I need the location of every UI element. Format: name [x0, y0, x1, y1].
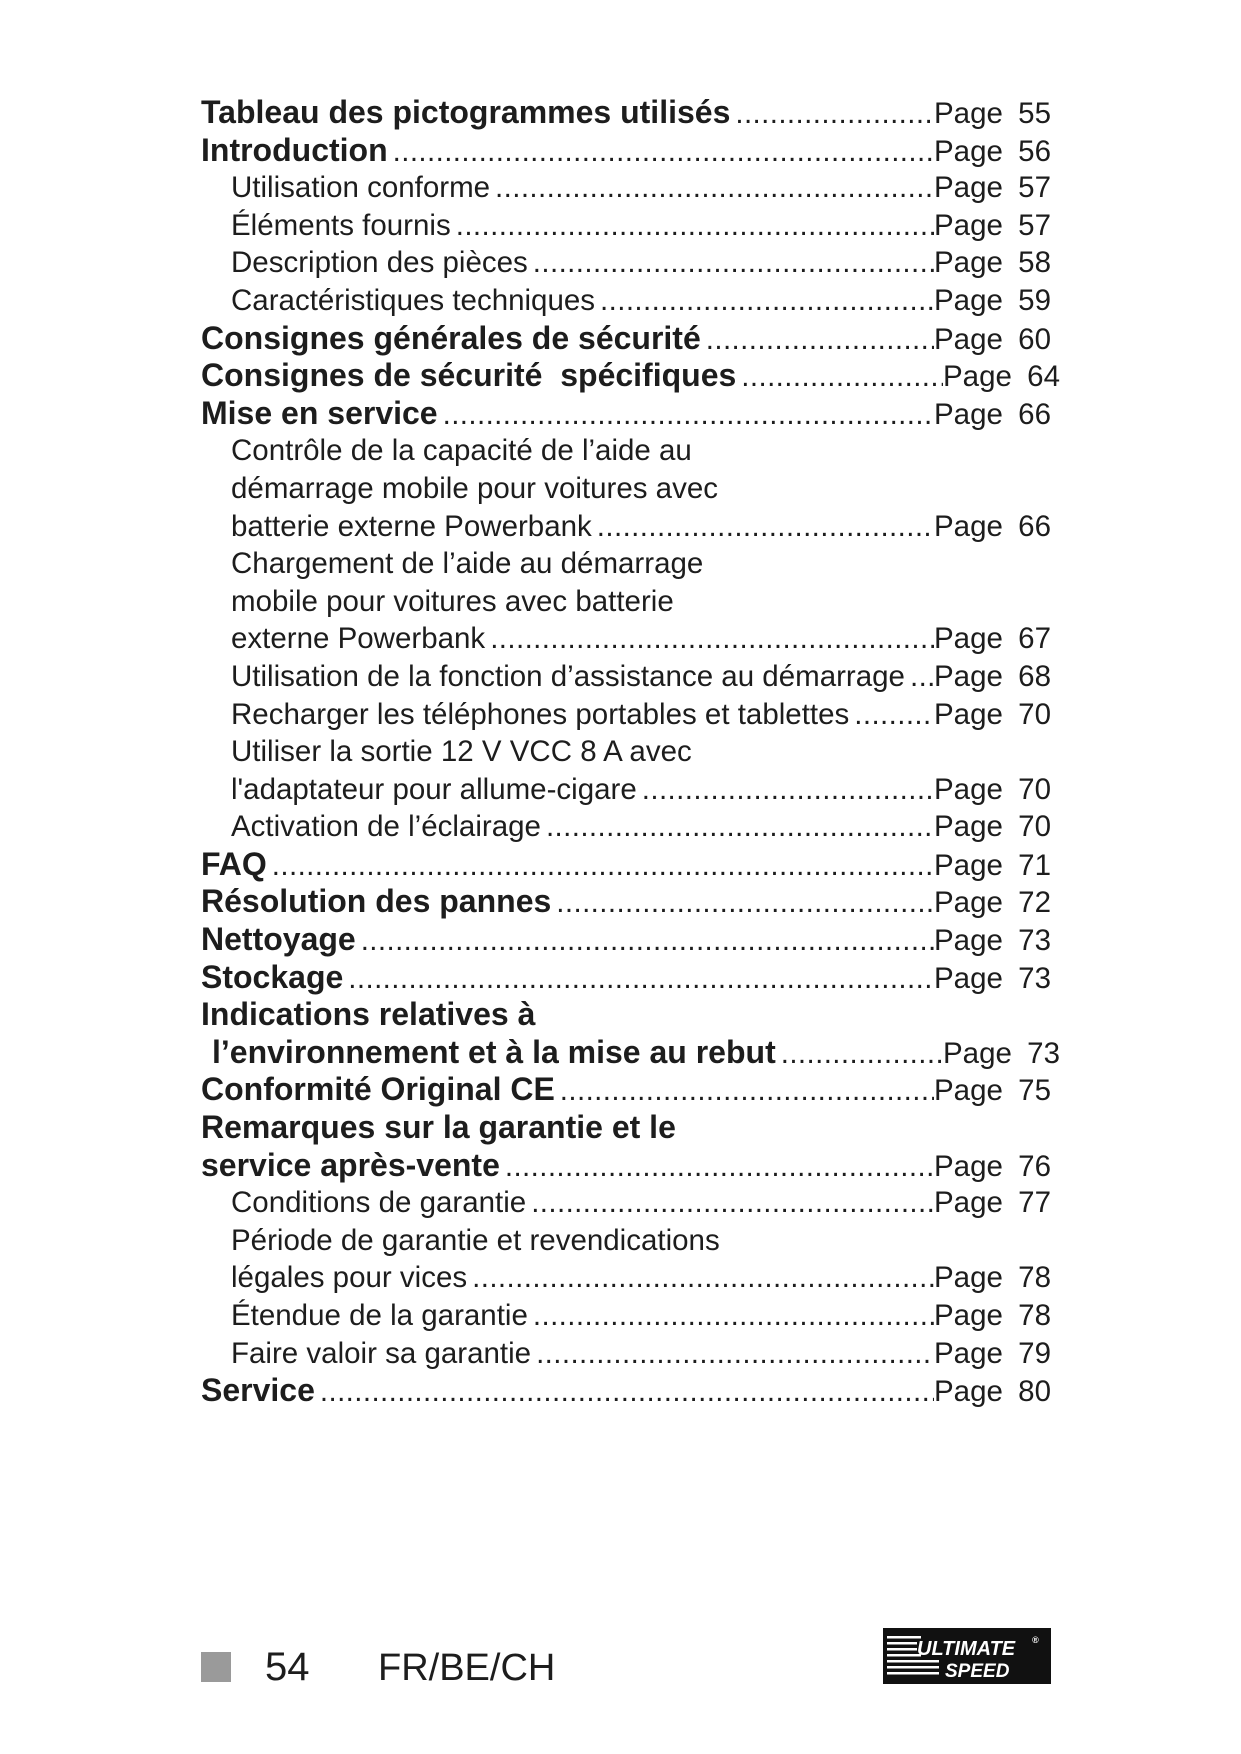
toc-entry-title: FAQ — [201, 845, 267, 882]
page-number: 54 — [265, 1645, 310, 1689]
toc-entry-title: Caractéristiques techniques — [231, 283, 596, 317]
toc-subsection-entry — [201, 733, 1051, 771]
toc-page-reference — [934, 620, 1051, 658]
toc-subsection-entry — [201, 771, 1051, 809]
toc-section-entry — [201, 996, 1051, 1034]
toc-dot-leader — [361, 922, 934, 960]
toc-page-label: Page — [934, 246, 1003, 280]
toc-page-label: Page — [934, 886, 1003, 920]
toc-subsection-entry — [201, 508, 1051, 546]
toc-page-reference — [934, 658, 1051, 696]
toc-page-label: Page — [934, 208, 1003, 242]
toc-page-reference — [934, 95, 1051, 133]
toc-entry-title: Remarques sur la garantie et le — [201, 1109, 676, 1146]
language-codes: FR/BE/CH — [378, 1647, 556, 1689]
toc-page-reference — [943, 1035, 1060, 1073]
toc-page-number: 60 — [1018, 322, 1051, 356]
toc-section-entry — [201, 846, 1051, 884]
toc-entry-title: légales pour vices — [231, 1261, 468, 1295]
toc-page-reference — [934, 321, 1051, 359]
toc-dot-leader — [531, 1184, 934, 1222]
toc-page-reference — [934, 1148, 1051, 1186]
toc-entry-title: Mise en service — [201, 394, 438, 431]
toc-page-label: Page — [934, 924, 1003, 958]
toc-dot-leader — [533, 1297, 934, 1335]
toc-entry-title: Contrôle de la capacité de l’aide au — [231, 434, 692, 468]
toc-entry-title: l'adaptateur pour allume-cigare — [231, 772, 637, 806]
toc-page-reference — [934, 207, 1051, 245]
toc-entry-title: batterie externe Powerbank — [231, 509, 592, 543]
toc-entry-title: Consignes de sécurité spécifiques — [201, 357, 737, 394]
toc-section-entry — [201, 921, 1051, 959]
toc-page-number: 57 — [1018, 208, 1051, 242]
toc-page-number: 80 — [1018, 1375, 1051, 1409]
toc-page-label: Page — [934, 1299, 1003, 1332]
toc-page-reference — [934, 1373, 1051, 1411]
toc-page-label: Page — [934, 810, 1003, 844]
toc-subsection-entry — [201, 432, 1051, 470]
toc-section-entry — [201, 395, 1051, 433]
toc-dot-leader — [393, 133, 934, 171]
toc-entry-title: Recharger les téléphones portables et tablettes — [231, 697, 850, 731]
toc-subsection-entry — [201, 207, 1051, 245]
toc-page-reference — [934, 169, 1051, 207]
toc-page-label: Page — [934, 772, 1003, 806]
toc-page-number: 73 — [1018, 924, 1051, 958]
toc-page-reference — [934, 1184, 1051, 1222]
toc-subsection-entry — [201, 282, 1051, 320]
logo-registered-mark: ® — [1032, 1635, 1039, 1645]
toc-page-reference — [934, 922, 1051, 960]
logo-text-speed: SPEED — [945, 1661, 1010, 1682]
toc-page-reference — [934, 1072, 1051, 1110]
toc-page-number: 55 — [1018, 97, 1051, 130]
toc-entry-title: Éléments fournis — [231, 208, 451, 242]
toc-dot-leader — [495, 169, 934, 207]
toc-entry-title: service après-vente — [201, 1146, 500, 1183]
toc-page-reference — [934, 1259, 1051, 1297]
toc-entry-title: Résolution des pannes — [201, 883, 552, 920]
toc-dot-leader — [443, 396, 934, 434]
toc-dot-leader — [706, 321, 934, 359]
toc-page-number: 66 — [1018, 509, 1051, 543]
toc-page-number: 70 — [1018, 772, 1051, 806]
toc-entry-title: Conditions de garantie — [231, 1186, 527, 1220]
toc-section-entry — [201, 94, 1051, 132]
toc-dot-leader — [854, 696, 934, 734]
toc-entry-title: externe Powerbank — [231, 622, 486, 656]
toc-dot-leader — [560, 1072, 934, 1110]
toc-page-number: 77 — [1018, 1186, 1051, 1220]
toc-page-reference — [934, 1335, 1051, 1373]
toc-section-entry — [201, 1372, 1051, 1410]
toc-dot-leader — [272, 847, 934, 885]
toc-page-label: Page — [943, 360, 1012, 394]
toc-page-label: Page — [934, 171, 1003, 205]
toc-section-entry — [201, 883, 1051, 921]
toc-entry-title: Introduction — [201, 131, 388, 168]
toc-section-entry — [201, 959, 1051, 997]
toc-page-reference — [934, 847, 1051, 885]
toc-page-label: Page — [934, 97, 1003, 130]
toc-page-label: Page — [934, 1149, 1003, 1183]
toc-page-reference — [934, 508, 1051, 546]
toc-page-reference — [934, 1297, 1051, 1335]
toc-dot-leader — [533, 244, 934, 282]
toc-entry-title: Tableau des pictogrammes utilisés — [201, 94, 731, 130]
toc-page-number: 73 — [1018, 961, 1051, 995]
toc-dot-leader — [505, 1148, 934, 1186]
toc-page-reference — [934, 960, 1051, 998]
toc-section-entry — [201, 320, 1051, 358]
toc-dot-leader — [490, 620, 934, 658]
toc-page-number: 59 — [1018, 283, 1051, 317]
toc-page-reference — [934, 808, 1051, 846]
toc-page-number: 79 — [1018, 1336, 1051, 1370]
toc-entry-title: l’environnement et à la mise au rebut — [212, 1033, 776, 1070]
toc-page-label: Page — [934, 697, 1003, 731]
toc-entry-title: Étendue de la garantie — [231, 1299, 528, 1332]
toc-section-entry — [201, 1034, 1060, 1072]
toc-subsection-entry — [201, 1335, 1051, 1373]
toc-page-number: 57 — [1018, 171, 1051, 205]
toc-subsection-entry — [201, 1259, 1051, 1297]
footer-square-marker — [201, 1652, 231, 1682]
toc-page-number: 73 — [1027, 1036, 1060, 1070]
toc-entry-title: Stockage — [201, 958, 344, 995]
toc-page-number: 56 — [1018, 134, 1051, 168]
table-of-contents — [201, 94, 1060, 1410]
toc-page-number: 78 — [1018, 1261, 1051, 1295]
toc-subsection-entry — [201, 545, 1051, 583]
toc-dot-leader — [600, 282, 934, 320]
toc-page-number: 64 — [1027, 360, 1060, 394]
toc-page-number: 76 — [1018, 1149, 1051, 1183]
toc-page-reference — [934, 696, 1051, 734]
toc-page-label: Page — [934, 1375, 1003, 1409]
toc-page-number: 75 — [1018, 1074, 1051, 1108]
logo-text-ultimate: ULTIMATE — [917, 1638, 1016, 1660]
toc-page-reference — [943, 358, 1060, 396]
toc-dot-leader — [546, 808, 934, 846]
toc-page-label: Page — [934, 509, 1003, 543]
toc-entry-title: Indications relatives à — [201, 996, 536, 1033]
toc-entry-title: Chargement de l’aide au démarrage — [231, 547, 704, 581]
toc-page-label: Page — [934, 397, 1003, 431]
toc-entry-title: Activation de l’éclairage — [231, 810, 541, 844]
toc-subsection-entry — [201, 696, 1051, 734]
toc-dot-leader — [472, 1259, 934, 1297]
toc-page-label: Page — [934, 659, 1003, 693]
toc-page-number: 68 — [1018, 659, 1051, 693]
toc-subsection-entry — [201, 620, 1051, 658]
toc-entry-title: Période de garantie et revendications — [231, 1223, 720, 1257]
toc-entry-title: Consignes générales de sécurité — [201, 319, 701, 356]
toc-page-number: 71 — [1018, 848, 1051, 882]
toc-page-label: Page — [934, 1074, 1003, 1108]
toc-page-label: Page — [934, 134, 1003, 168]
toc-subsection-entry — [201, 583, 1051, 621]
toc-page-reference — [934, 133, 1051, 171]
toc-subsection-entry — [201, 1184, 1051, 1222]
toc-dot-leader — [456, 207, 934, 245]
toc-dot-leader — [556, 884, 934, 922]
toc-page-label: Page — [934, 961, 1003, 995]
toc-page-number: 58 — [1018, 246, 1051, 280]
toc-section-entry — [201, 357, 1060, 395]
toc-entry-title: Service — [201, 1372, 315, 1409]
ultimate-speed-logo — [883, 1628, 1051, 1684]
toc-subsection-entry — [201, 169, 1051, 207]
toc-entry-title: Utilisation de la fonction d’assistance au démarrage — [231, 659, 905, 693]
toc-entry-title: mobile pour voitures avec batterie — [231, 584, 674, 618]
toc-subsection-entry — [201, 244, 1051, 282]
toc-page-number: 78 — [1018, 1299, 1051, 1332]
toc-dot-leader — [597, 508, 934, 546]
toc-page-number: 70 — [1018, 810, 1051, 844]
toc-page-label: Page — [934, 848, 1003, 882]
toc-page-reference — [934, 884, 1051, 922]
toc-page-reference — [934, 396, 1051, 434]
toc-dot-leader — [741, 358, 943, 396]
toc-section-entry — [201, 1071, 1051, 1109]
toc-subsection-entry — [201, 658, 1051, 696]
toc-page-number: 70 — [1018, 697, 1051, 731]
toc-section-entry — [201, 1109, 1051, 1147]
toc-subsection-entry — [201, 808, 1051, 846]
toc-page-label: Page — [934, 1261, 1003, 1295]
toc-page-label: Page — [934, 1336, 1003, 1370]
toc-entry-title: Utiliser la sortie 12 V VCC 8 A avec — [231, 735, 692, 769]
toc-dot-leader — [320, 1373, 934, 1411]
toc-dot-leader — [781, 1035, 943, 1073]
toc-dot-leader — [348, 960, 934, 998]
toc-entry-title: Conformité Original CE — [201, 1071, 555, 1108]
toc-subsection-entry — [201, 1297, 1051, 1335]
toc-page-reference — [934, 282, 1051, 320]
toc-entry-title: Faire valoir sa garantie — [231, 1336, 532, 1370]
toc-page-label: Page — [934, 1186, 1003, 1220]
toc-page-number: 72 — [1018, 886, 1051, 920]
toc-page-number: 66 — [1018, 397, 1051, 431]
toc-section-entry — [201, 1147, 1051, 1185]
toc-dot-leader — [910, 658, 934, 696]
toc-page-label: Page — [934, 322, 1003, 356]
toc-entry-title: Utilisation conforme — [231, 171, 491, 205]
toc-subsection-entry — [201, 470, 1051, 508]
toc-page-reference — [934, 771, 1051, 809]
toc-page-label: Page — [934, 283, 1003, 317]
toc-page-label: Page — [934, 622, 1003, 656]
toc-entry-title: Nettoyage — [201, 921, 356, 958]
toc-page-reference — [934, 244, 1051, 282]
toc-page-number: 67 — [1018, 622, 1051, 656]
toc-dot-leader — [642, 771, 934, 809]
toc-section-entry — [201, 132, 1051, 170]
toc-entry-title: Description des pièces — [231, 246, 528, 280]
toc-dot-leader — [735, 95, 934, 133]
toc-dot-leader — [536, 1335, 934, 1373]
toc-entry-title: démarrage mobile pour voitures avec — [231, 471, 718, 505]
toc-subsection-entry — [201, 1222, 1051, 1260]
toc-page-label: Page — [943, 1036, 1012, 1070]
